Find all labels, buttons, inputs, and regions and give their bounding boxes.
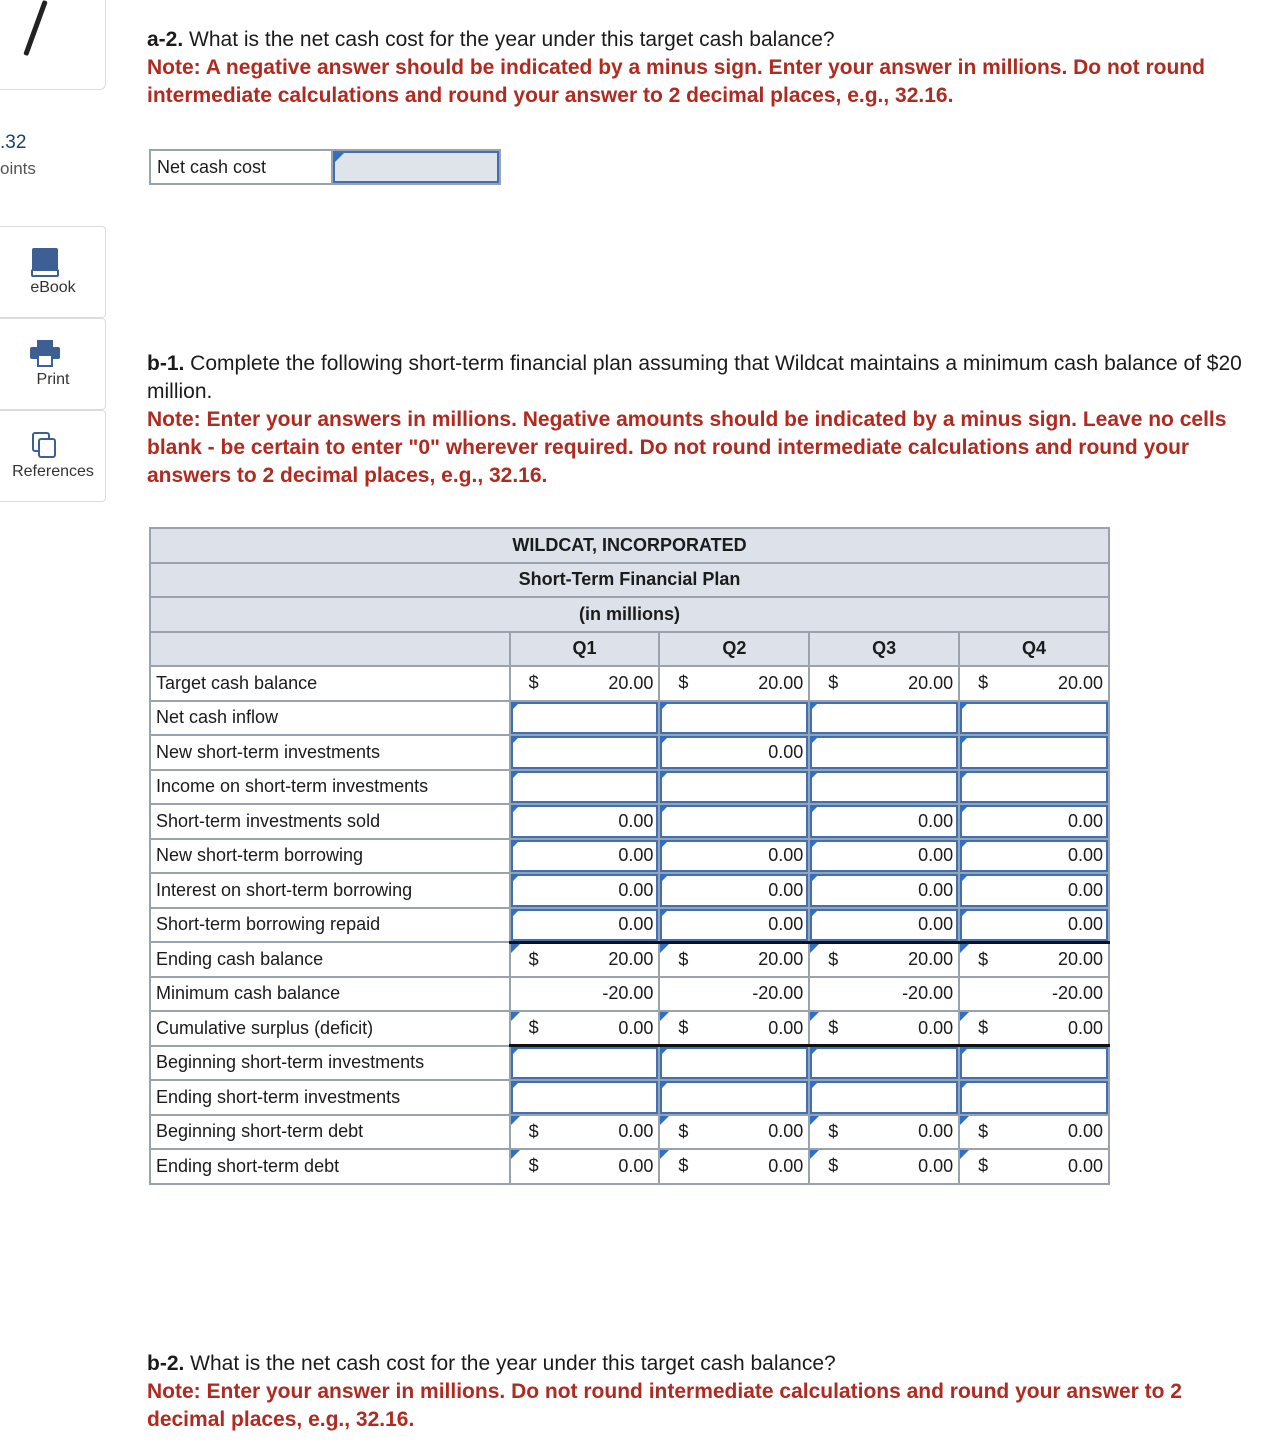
dollar-sign: $ (978, 1155, 989, 1176)
cell-value: 0.00 (618, 879, 654, 900)
cell-q2 (659, 977, 809, 1012)
table-row (150, 1115, 1109, 1150)
cell-q3 (809, 1149, 959, 1184)
cell-value: 20.00 (1057, 949, 1103, 969)
cell-q2 (659, 1149, 809, 1184)
row-label: Interest on short-term borrowing (150, 873, 510, 908)
quarter-header-q1: Q1 (510, 632, 660, 667)
dollar-sign: $ (528, 1017, 539, 1038)
cell-q1[interactable] (510, 804, 660, 839)
input-marker-icon (660, 1116, 669, 1125)
input-marker-icon (511, 1012, 520, 1021)
cell-q2 (659, 1011, 809, 1046)
cell-value: -20.00 (1051, 983, 1103, 1004)
input-marker-icon (810, 1116, 819, 1125)
row-label: Ending short-term investments (150, 1080, 510, 1115)
cell-value: 0.00 (618, 1155, 654, 1176)
cell-value: 0.00 (1067, 914, 1103, 934)
cell-q1 (510, 1011, 660, 1046)
table-row (150, 942, 1109, 977)
input-marker-icon (810, 874, 819, 883)
row-label: Beginning short-term investments (150, 1046, 510, 1081)
table-title: Short-Term Financial Plan (150, 563, 1109, 598)
dollar-sign: $ (828, 1017, 839, 1038)
cell-q1[interactable] (510, 873, 660, 908)
input-marker-icon (660, 1047, 669, 1056)
b2-note: Note: Enter your answer in millions. Do not round intermediate calculations and round your answer to 2 decimal places, e.g., 32.16. (147, 1380, 1182, 1431)
cell-value: 0.00 (618, 1017, 654, 1038)
input-marker-icon (335, 153, 344, 162)
net-cash-cost-input[interactable] (333, 151, 499, 183)
input-marker-icon (810, 840, 819, 849)
cell-q3[interactable] (809, 873, 959, 908)
row-label: Ending cash balance (150, 942, 510, 977)
cell-value: 0.00 (768, 914, 804, 934)
input-marker-icon (960, 702, 969, 711)
dollar-sign: $ (678, 1121, 689, 1142)
cell-q3[interactable] (809, 735, 959, 770)
cell-q2[interactable] (659, 770, 809, 805)
input-marker-icon (511, 736, 520, 745)
print-button[interactable] (0, 318, 106, 410)
references-label: References (12, 463, 94, 480)
row-label: New short-term borrowing (150, 839, 510, 874)
cell-value: 0.00 (618, 845, 654, 866)
cell-q3 (809, 1011, 959, 1046)
table-company: WILDCAT, INCORPORATED (150, 528, 1109, 563)
input-marker-icon (511, 805, 520, 814)
cell-q2[interactable] (659, 701, 809, 736)
input-marker-icon (960, 1047, 969, 1056)
table-row (150, 1046, 1109, 1081)
cell-q1[interactable] (510, 770, 660, 805)
cell-value: -20.00 (752, 983, 804, 1004)
cell-value: 0.00 (918, 810, 954, 831)
cell-q4 (959, 977, 1109, 1012)
cell-q2[interactable] (659, 804, 809, 839)
cell-q4[interactable] (959, 735, 1109, 770)
input-marker-icon (810, 1081, 819, 1090)
cell-value: 0.00 (768, 741, 804, 762)
input-marker-icon (810, 771, 819, 780)
cell-value: 20.00 (758, 949, 804, 969)
cell-q4[interactable] (959, 701, 1109, 736)
row-label: Ending short-term debt (150, 1149, 510, 1184)
cell-q2[interactable] (659, 873, 809, 908)
cell-value: 20.00 (608, 672, 654, 693)
cell-q4[interactable] (959, 804, 1109, 839)
cell-q3[interactable] (809, 1080, 959, 1115)
input-marker-icon (660, 771, 669, 780)
input-marker-icon (810, 909, 819, 918)
dollar-sign: $ (828, 672, 839, 693)
input-marker-icon (660, 702, 669, 711)
dollar-sign: $ (978, 672, 989, 693)
cell-q3 (809, 977, 959, 1012)
cell-q4[interactable] (959, 873, 1109, 908)
cell-q1[interactable] (510, 839, 660, 874)
table-row (150, 908, 1109, 943)
a2-note: Note: A negative answer should be indicated by a minus sign. Enter your answer in millions. Do not round intermediate calculations and round your answer to 2 decimal places, e.g., 32.16. (147, 56, 1205, 107)
cell-q1[interactable] (510, 908, 660, 943)
b1-prompt (147, 350, 1257, 490)
book-icon (31, 247, 59, 282)
cell-value: 0.00 (918, 1017, 954, 1038)
input-marker-icon (960, 736, 969, 745)
input-marker-icon (511, 702, 520, 711)
input-marker-icon (810, 805, 819, 814)
cell-value: 0.00 (768, 845, 804, 866)
input-marker-icon (960, 944, 969, 953)
quarter-header-blank (150, 632, 510, 667)
cell-q2[interactable] (659, 908, 809, 943)
cell-q4[interactable] (959, 1046, 1109, 1081)
cell-q3 (809, 666, 959, 701)
b1-question: Complete the following short-term financial plan assuming that Wildcat maintains a minimum cash balance of $20 million. (147, 352, 1242, 403)
table-row (150, 873, 1109, 908)
cell-value: 0.00 (768, 879, 804, 900)
input-marker-icon (810, 1012, 819, 1021)
references-button[interactable] (0, 410, 106, 502)
input-marker-icon (511, 840, 520, 849)
input-marker-icon (660, 736, 669, 745)
table-row (150, 1011, 1109, 1046)
dollar-sign: $ (978, 949, 989, 969)
net-cash-cost-row (149, 149, 501, 185)
row-label: Net cash inflow (150, 701, 510, 736)
cell-value: 0.00 (918, 879, 954, 900)
b2-prompt (147, 1350, 1257, 1434)
table-row (150, 701, 1109, 736)
ebook-label: eBook (30, 279, 76, 296)
cell-value: 20.00 (758, 672, 804, 693)
a2-prompt (147, 26, 1257, 110)
slash-mark (23, 0, 48, 56)
cell-q1 (510, 942, 660, 977)
a2-prefix: a-2. (147, 28, 184, 51)
row-label: Short-term investments sold (150, 804, 510, 839)
table-row (150, 804, 1109, 839)
printer-icon (29, 339, 61, 372)
dollar-sign: $ (678, 1017, 689, 1038)
cell-value: 0.00 (618, 810, 654, 831)
input-marker-icon (660, 1081, 669, 1090)
input-marker-icon (511, 1116, 520, 1125)
cell-q1 (510, 1149, 660, 1184)
table-row (150, 839, 1109, 874)
input-marker-icon (660, 805, 669, 814)
cell-value: -20.00 (902, 983, 954, 1004)
cell-q4 (959, 1149, 1109, 1184)
input-marker-icon (511, 874, 520, 883)
cell-value: 0.00 (1067, 845, 1103, 866)
input-marker-icon (810, 1150, 819, 1159)
cell-value: 20.00 (908, 949, 954, 969)
input-marker-icon (960, 1081, 969, 1090)
cell-q2[interactable] (659, 1046, 809, 1081)
input-marker-icon (511, 1047, 520, 1056)
input-marker-icon (960, 1116, 969, 1125)
input-marker-icon (511, 1081, 520, 1090)
input-marker-icon (660, 1012, 669, 1021)
cell-value: -20.00 (602, 983, 654, 1004)
input-marker-icon (660, 874, 669, 883)
cell-value: 0.00 (918, 845, 954, 866)
cell-value: 0.00 (768, 1155, 804, 1176)
cell-value: 0.00 (1067, 1017, 1103, 1038)
table-row (150, 770, 1109, 805)
cell-q3 (809, 1115, 959, 1150)
quarter-header-q4: Q4 (959, 632, 1109, 667)
input-marker-icon (660, 840, 669, 849)
cell-q3[interactable] (809, 1046, 959, 1081)
cell-q2[interactable] (659, 735, 809, 770)
cell-q2[interactable] (659, 1080, 809, 1115)
cell-q3[interactable] (809, 908, 959, 943)
cell-q2 (659, 1115, 809, 1150)
input-marker-icon (660, 909, 669, 918)
cell-q3 (809, 942, 959, 977)
dollar-sign: $ (978, 1017, 989, 1038)
dollar-sign: $ (978, 1121, 989, 1142)
cell-value: 0.00 (618, 1121, 654, 1142)
points-label: oints (0, 159, 36, 178)
cell-q2 (659, 942, 809, 977)
cell-q2 (659, 666, 809, 701)
cell-q1 (510, 666, 660, 701)
row-label: Short-term borrowing repaid (150, 908, 510, 943)
cell-q4[interactable] (959, 908, 1109, 943)
input-marker-icon (960, 1150, 969, 1159)
cell-q4 (959, 666, 1109, 701)
dollar-sign: $ (678, 1155, 689, 1176)
cell-q1[interactable] (510, 1046, 660, 1081)
dollar-sign: $ (528, 1155, 539, 1176)
dollar-sign: $ (828, 1121, 839, 1142)
dollar-sign: $ (528, 1121, 539, 1142)
cell-q3[interactable] (809, 839, 959, 874)
input-marker-icon (660, 1150, 669, 1159)
points-display (0, 130, 36, 182)
cell-value: 0.00 (918, 914, 954, 934)
input-marker-icon (960, 840, 969, 849)
cell-q3[interactable] (809, 770, 959, 805)
input-marker-icon (960, 771, 969, 780)
b2-prefix: b-2. (147, 1352, 185, 1375)
input-marker-icon (810, 1047, 819, 1056)
cell-q4[interactable] (959, 770, 1109, 805)
input-marker-icon (960, 909, 969, 918)
input-marker-icon (511, 771, 520, 780)
dollar-sign: $ (678, 672, 689, 693)
input-marker-icon (960, 805, 969, 814)
input-marker-icon (511, 1150, 520, 1159)
cell-q1 (510, 977, 660, 1012)
input-marker-icon (810, 736, 819, 745)
cell-value: 0.00 (1067, 1155, 1103, 1176)
cell-q4 (959, 1011, 1109, 1046)
table-row (150, 1149, 1109, 1184)
table-row (150, 735, 1109, 770)
row-label: New short-term investments (150, 735, 510, 770)
b2-question: What is the net cash cost for the year under this target cash balance? (184, 1352, 836, 1375)
cell-value: 20.00 (1057, 672, 1103, 693)
quarter-header-q2: Q2 (659, 632, 809, 667)
print-label: Print (36, 371, 70, 388)
cell-value: 0.00 (918, 1121, 954, 1142)
cell-value: 0.00 (768, 1121, 804, 1142)
dollar-sign: $ (528, 949, 539, 969)
dollar-sign: $ (828, 1155, 839, 1176)
cell-value: 0.00 (1067, 810, 1103, 831)
cell-q1[interactable] (510, 1080, 660, 1115)
question-nav-card[interactable] (0, 0, 106, 90)
cell-q3[interactable] (809, 804, 959, 839)
cell-q2[interactable] (659, 839, 809, 874)
row-label: Beginning short-term debt (150, 1115, 510, 1150)
cell-q3[interactable] (809, 701, 959, 736)
input-marker-icon (511, 909, 520, 918)
cell-q4[interactable] (959, 839, 1109, 874)
cell-value: 20.00 (608, 949, 654, 969)
cell-q4 (959, 942, 1109, 977)
input-marker-icon (660, 944, 669, 953)
cell-value: 0.00 (918, 1155, 954, 1176)
table-row (150, 977, 1109, 1012)
row-label: Income on short-term investments (150, 770, 510, 805)
net-cash-cost-label: Net cash cost (151, 151, 333, 183)
cell-q1[interactable] (510, 735, 660, 770)
row-label: Target cash balance (150, 666, 510, 701)
input-marker-icon (960, 874, 969, 883)
ebook-button[interactable] (0, 226, 106, 318)
points-value: .32 (0, 132, 27, 153)
table-units: (in millions) (150, 597, 1109, 632)
a2-question: What is the net cash cost for the year under this target cash balance? (183, 28, 835, 51)
cell-q4 (959, 1115, 1109, 1150)
financial-plan-table (149, 527, 1110, 1185)
dollar-sign: $ (828, 949, 839, 969)
cell-value: 0.00 (1067, 879, 1103, 900)
row-label: Cumulative surplus (deficit) (150, 1011, 510, 1046)
table-row (150, 1080, 1109, 1115)
cell-value: 0.00 (768, 1017, 804, 1038)
cell-value: 20.00 (908, 672, 954, 693)
b1-note: Note: Enter your answers in millions. Negative amounts should be indicated by a minus sign. Leave no cells blank - be certain to enter "0" wherever required. Do not round intermediate calculations and round your answers to 2 decimal places, e.g., 32.16. (147, 408, 1227, 487)
row-label: Minimum cash balance (150, 977, 510, 1012)
cell-value: 0.00 (618, 914, 654, 934)
table-row (150, 666, 1109, 701)
b1-prefix: b-1. (147, 352, 185, 375)
input-marker-icon (810, 944, 819, 953)
cell-q1 (510, 1115, 660, 1150)
input-marker-icon (810, 702, 819, 711)
cell-value: 0.00 (1067, 1121, 1103, 1142)
cell-q1[interactable] (510, 701, 660, 736)
input-marker-icon (511, 944, 520, 953)
quarter-header-q3: Q3 (809, 632, 959, 667)
dollar-sign: $ (678, 949, 689, 969)
dollar-sign: $ (528, 672, 539, 693)
cell-q4[interactable] (959, 1080, 1109, 1115)
references-icon (31, 431, 59, 464)
input-marker-icon (960, 1012, 969, 1021)
